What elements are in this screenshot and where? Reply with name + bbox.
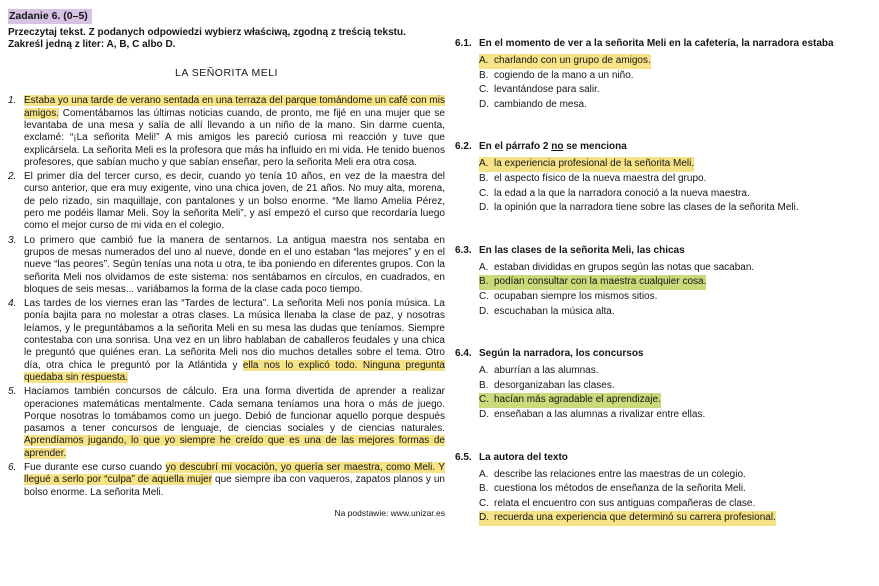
- paragraph: [8, 298, 445, 384]
- option-text: la edad a la que la narradora conoció a la nueva maestra.: [494, 187, 750, 199]
- text-segment: En el párrafo 2: [479, 141, 552, 153]
- option-text: escuchaban la música alta.: [494, 305, 615, 317]
- instructions: [8, 27, 445, 51]
- option-text: hacían más agradable el aprendizaje.: [494, 393, 661, 408]
- text-segment: Aprendíamos jugando, lo que yo siempre he creído que es una de las mejores formas de aprender.: [24, 435, 445, 459]
- option-letter: B.: [479, 172, 489, 184]
- option-letter: B.: [479, 275, 494, 290]
- question-stem: [455, 245, 879, 257]
- text-segment: Hacíamos también concursos de cálculo. Era una forma divertida de aprender a realizar operaciones matemáticas mentalmente. Cada semana teníamos una hora o más de juego. Porque nosotras lo tomábamos como un juego. Debió de funcionar aquello porque después pasamos a tener concursos de lenguaje, de ciencias sociales y de ciencias naturales.: [24, 386, 445, 435]
- answer-option-A: [479, 468, 879, 483]
- answer-option-A: [479, 54, 879, 69]
- option-letter: D.: [479, 511, 494, 526]
- text-segment: yo descubrí mi vocación, yo quería ser maestra, como Meli. Y llegué a serlo por “culpa” de aquella mujer: [24, 462, 445, 486]
- question-number: 6.5.: [455, 451, 472, 463]
- text-segment: no: [551, 141, 564, 153]
- paragraph-number: 5.: [8, 386, 17, 398]
- paragraph: [8, 171, 445, 232]
- option-text: cogiendo de la mano a un niño.: [494, 69, 634, 81]
- paragraph-text: [24, 235, 445, 296]
- text-segment: que siempre iba con vaqueros, zapatos planos y un bolso enorme. La señorita Meli.: [24, 474, 445, 498]
- answer-options: [455, 54, 879, 112]
- instruction-line-1: Przeczytaj tekst. Z podanych odpowiedzi wybierz właściwą, zgodną z treścią tekstu.: [8, 27, 406, 38]
- option-text: recuerda una experiencia que determinó su carrera profesional.: [494, 511, 776, 526]
- option-letter: C.: [479, 393, 494, 408]
- answer-option-B: [479, 69, 879, 84]
- left-column: [8, 6, 445, 518]
- question-number: 6.4.: [455, 348, 472, 360]
- option-text: cuestiona los métodos de enseñanza de la señorita Meli.: [494, 483, 746, 495]
- question-6-3: [455, 245, 879, 319]
- option-letter: D.: [479, 408, 489, 420]
- answer-option-D: [479, 408, 879, 423]
- option-text: charlando con un grupo de amigos.: [494, 54, 651, 69]
- text-segment: Estaba yo una tarde de verano sentada en una terraza del parque tomándome un café con mis amigos.: [24, 95, 445, 119]
- question-stem: [455, 141, 879, 153]
- option-text: la opinión que la narradora tiene sobre las clases de la señorita Meli.: [494, 202, 799, 214]
- answer-option-C: [479, 187, 879, 202]
- answer-option-C: [479, 290, 879, 305]
- answer-option-B: [479, 379, 879, 394]
- question-stem: [455, 38, 879, 50]
- text-segment: Las tardes de los viernes eran las “Tardes de lectura”. La señorita Meli nos ponía música. La ponía bajita para no molestar a otras clases. La música llenaba la clase de paz, y nosotras leíamos, y le preguntábamos a la señorita Meli en su mesa las dudas que teníamos. Siempre contestaba con una sonrisa. Una vez en un libro hablaban de caballeros feudales y una chica le preguntó que quiénes eran. La señorita Meli nos dio muchos detalles sobre el tema. Otro día, otra chica le preguntó por la Atlántida y: [24, 298, 445, 371]
- option-letter: A.: [479, 261, 489, 273]
- option-letter: C.: [479, 84, 489, 96]
- question-6-1: [455, 38, 879, 112]
- question-6-5: [455, 452, 879, 526]
- text-segment: En el momento de ver a la señorita Meli en la cafetería, la narradora estaba: [479, 38, 834, 49]
- text-segment: Lo primero que cambió fue la manera de sentarnos. La antigua maestra nos sentaba en grupos de mesas numerados del uno al nueve, donde en el uno estaban “las mejores” y en el nueve “las peores”. Según tenías una nota u otra, te iba poniendo en diferentes grupos. Con la señorita Meli nos olvidamos de este sistema: nos sentábamos en círculos, en cuadrados, en bloques de seis mesas... variábamos la forma de la clase cada poco tiempo.: [24, 234, 445, 295]
- answer-options: [455, 261, 879, 319]
- option-letter: A.: [479, 54, 494, 69]
- option-letter: C.: [479, 497, 489, 509]
- answer-option-D: [479, 305, 879, 320]
- option-text: estaban divididas en grupos según las notas que sacaban.: [494, 261, 755, 273]
- paragraph-text: [24, 95, 445, 169]
- paragraph: [8, 235, 445, 296]
- paragraph-text: [24, 171, 445, 232]
- passage: [8, 95, 445, 499]
- answer-option-C: [479, 83, 879, 98]
- option-letter: A.: [479, 365, 489, 377]
- option-text: relata el encuentro con sus antiguas compañeras de clase.: [494, 497, 756, 509]
- source-note: Na podstawie: www.unizar.es: [334, 507, 445, 518]
- paragraph: [8, 462, 445, 499]
- option-letter: D.: [479, 98, 489, 110]
- question-number: 6.1.: [455, 38, 472, 49]
- option-letter: D.: [479, 305, 489, 317]
- option-text: levantándose para salir.: [494, 84, 600, 96]
- option-text: podían consultar con la maestra cualquier cosa.: [494, 275, 706, 290]
- option-letter: D.: [479, 202, 489, 214]
- option-letter: A.: [479, 468, 489, 480]
- answer-option-B: [479, 172, 879, 187]
- text-segment: En las clases de la señorita Meli, las chicas: [479, 244, 685, 256]
- question-6-4: [455, 348, 879, 422]
- option-text: ocupaban siempre los mismos sitios.: [494, 290, 658, 302]
- paragraph-text: [24, 462, 445, 499]
- answer-option-D: [479, 201, 879, 216]
- option-text: el aspecto físico de la nueva maestra del grupo.: [494, 172, 707, 184]
- text-segment: se menciona: [563, 141, 627, 153]
- answer-option-D: [479, 98, 879, 113]
- text-segment: Fue durante ese curso cuando: [24, 462, 166, 474]
- option-letter: B.: [479, 483, 489, 495]
- questions: [455, 38, 879, 555]
- answer-options: [455, 468, 879, 526]
- option-text: enseñaban a las alumnas a rivalizar entre ellas.: [494, 408, 706, 420]
- task-label: Zadanie 6. (0–5): [8, 9, 92, 24]
- text-segment: El primer día del tercer curso, es decir, cuando yo tenía 10 años, en vez de la maestra del curso anterior, que era muy exigente, vino una chica joven, de 21 años. No muy alta, morena, de pelo rizado, sin maquillaje, con pantalones y un bolso enorme. “Me llamo Amelia Pérez, pero me podéis llamar Meli. Soy la señorita Meli”, y así empezó el curso que recordaría luego como el mejor curso de mi vida en el colegio.: [24, 171, 445, 232]
- paragraph-number: 4.: [8, 298, 17, 310]
- text-segment: Comentábamos las últimas noticias cuando, de pronto, me fijé en una mujer que se levantaba de una mesa y salía de allí llevando a un niño de la mano. Sin darme cuenta, exclamé: “¡La señorita Meli!” A mis amigos les pareció curiosa mi reacción y tuve que explicársela. La señorita Meli es la profesora que más ha influido en mi vida. He tenido buenos profesores, que sabían mucho y que sabían enseñar, pero la señorita Meli era otra cosa.: [24, 107, 445, 168]
- answer-option-C: [479, 393, 879, 408]
- option-letter: A.: [479, 157, 494, 172]
- paragraph: [8, 386, 445, 460]
- answer-option-A: [479, 261, 879, 276]
- paragraph-text: [24, 386, 445, 460]
- question-stem: [455, 452, 879, 464]
- question-6-2: [455, 141, 879, 215]
- answer-option-A: [479, 157, 879, 172]
- paragraph-text: [24, 298, 445, 384]
- answer-option-A: [479, 364, 879, 379]
- text-segment: ella nos lo explicó todo. Ninguna pregunta quedaba sin respuesta.: [24, 359, 445, 383]
- answer-options: [455, 364, 879, 422]
- question-number: 6.3.: [455, 244, 472, 256]
- question-stem-text: [479, 141, 627, 153]
- question-stem-text: [479, 245, 685, 257]
- paragraph-number: 3.: [8, 234, 17, 246]
- option-letter: C.: [479, 187, 489, 199]
- answer-option-C: [479, 497, 879, 512]
- option-text: la experiencia profesional de la señorita Meli.: [494, 157, 694, 172]
- question-stem-text: [479, 38, 834, 50]
- option-letter: B.: [479, 69, 489, 81]
- question-number: 6.2.: [455, 141, 472, 153]
- paragraph-number: 1.: [8, 95, 17, 107]
- option-text: cambiando de mesa.: [494, 98, 587, 110]
- instruction-line-2: Zakreśl jedną z liter: A, B, C albo D.: [8, 39, 176, 51]
- option-letter: B.: [479, 379, 489, 391]
- paragraph-number: 6.: [8, 462, 17, 474]
- paragraph: [8, 95, 445, 169]
- option-text: desorganizaban las clases.: [494, 379, 615, 391]
- answer-option-B: [479, 482, 879, 497]
- question-stem-text: [479, 348, 644, 360]
- text-segment: Según la narradora, los concursos: [479, 348, 644, 360]
- passage-title: LA SEÑORITA MELI: [175, 67, 278, 80]
- answer-option-D: [479, 511, 879, 526]
- option-letter: C.: [479, 290, 489, 302]
- text-segment: La autora del texto: [479, 451, 568, 463]
- question-stem: [455, 348, 879, 360]
- answer-options: [455, 157, 879, 215]
- question-stem-text: [479, 452, 568, 464]
- option-text: describe las relaciones entre las maestras de un colegio.: [494, 468, 746, 480]
- option-text: aburrían a las alumnas.: [494, 365, 599, 377]
- answer-option-B: [479, 275, 879, 290]
- paragraph-number: 2.: [8, 171, 17, 183]
